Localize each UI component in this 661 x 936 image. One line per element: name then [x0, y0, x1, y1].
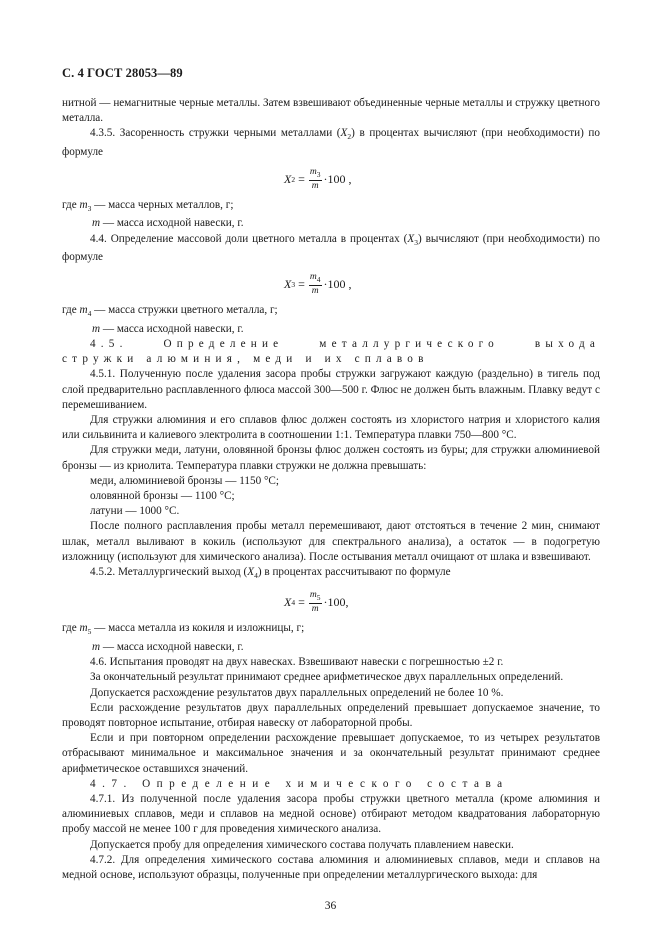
paragraph: Если расхождение результатов двух параллельных определений превышает допускаемое значение, то проводят повторное испытание, отбирая навеску от лабораторной пробы.	[62, 701, 600, 729]
paragraph: 4.7.2. Для определения химического состава алюминия и алюминиевых сплавов, меди и сплавов на медной основе, используют образцы, полученные при определении металлургического выхода: для	[62, 853, 600, 881]
paragraph: 4.6. Испытания проводят на двух навесках. Взвешивают навески с погрешностью ±2 г.	[90, 656, 504, 669]
paragraph: 4.4. Определение массовой доли цветного металла в процентах $(X_3)$ вычисляют (при необходимости) по формуле	[62, 232, 600, 264]
formula-x3: X 3 = $\frac{m_4}{m}$ ·100 ,	[284, 272, 352, 297]
paragraph: где $m_4$ — масса стружки цветного металла, г;	[62, 304, 278, 319]
paragraph: Для стружки меди, латуни, оловянной бронзы флюс должен состоять из буры; для стружки алюминиевой бронзы — из криолита. Температура плавки стружки не должна превышать:	[62, 444, 600, 472]
list-item: латуни — 1000 °С.	[90, 505, 180, 518]
paragraph: Допускается пробу для определения химического состава получать плавлением навески.	[90, 838, 514, 851]
paragraph: После полного расплавления пробы металл перемешивают, дают отстояться в течение 2 мин, снимают шлак, металл выливают в кокиль (используют для спектрального анализа), а остаток — в подогретую изложницу (используют для химического анализа). После остывания металл очищают от шлака и взвешивают.	[62, 520, 600, 563]
section-heading: 4.5. Определение металлургического выхода стружки алюминия, меди и их сплавов	[62, 337, 600, 366]
paragraph: m — масса исходной навески, г.	[92, 217, 244, 230]
body-text	[62, 96, 600, 883]
paragraph: Для стружки алюминия и его сплавов флюс должен состоять из хлористого натрия и хлористого калия или сильвинита и калиевого электролита в соотношении 1:1. Температура плавки 750—800 °С.	[62, 413, 600, 442]
paragraph: За окончательный результат принимают среднее арифметическое двух параллельных определений.	[90, 671, 564, 684]
paragraph: нитной — немагнитные черные металлы. Затем взвешивают объединенные черные металлы и стружку цветного металла.	[62, 97, 600, 125]
section-heading: 4.7. Определение химического состава	[90, 777, 509, 790]
formula-x2: X 2 = $\frac{m_3}{m}$ ·100 ,	[284, 167, 352, 191]
paragraph: m — масса исходной навески, г.	[92, 322, 244, 335]
paragraph: Допускается расхождение результатов двух параллельных определений не более 10 %.	[90, 686, 504, 699]
list-item: оловянной бронзы — 1100 °С;	[90, 490, 235, 502]
paragraph: Если и при повторном определении расхождение превышает допускаемое, то из четырех результатов отбрасывают минимальное и максимальное значения и за окончательный результат принимают среднее арифметическое оставшихся значений.	[62, 732, 600, 775]
paragraph: где $m_3$ — масса черных металлов, г;	[62, 199, 234, 214]
list-item: меди, алюминиевой бронзы — 1150 °С;	[90, 474, 280, 487]
formula-x4: X 4 = $\frac{m_5}{m}$ ·100,	[284, 590, 349, 615]
paragraph: m — масса исходной навески, г.	[92, 640, 244, 653]
paragraph: где $m_5$ — масса металла из кокиля и изложницы, г;	[62, 622, 305, 637]
paragraph: 4.5.1. Полученную после удаления засора пробы стружки загружают каждую (раздельно) в тигель под слой предварительно расплавленного флюса массой 300—500 г. Флюс не должен быть влажным. Плавку ведут с перемешиванием.	[62, 368, 600, 411]
paragraph: 4.5.2. Металлургический выход $(X_4)$ в процентах рассчитывают по формуле	[90, 566, 451, 581]
paragraph: 4.3.5. Засоренность стружки черными металлами $(X_2)$ в процентах вычисляют (при необходимости) по формуле	[62, 127, 600, 158]
paragraph: 4.7.1. Из полученной после удаления засора пробы стружки цветного металла (кроме алюминия и алюминиевых сплавов, меди и сплавов на медной основе) отбирают методом квадратования лабораторную пробу массой не менее 100 г для проведения химического анализа.	[62, 792, 600, 836]
page-number: 36	[324, 900, 337, 912]
page-header: С. 4 ГОСТ 28053—89	[62, 66, 183, 80]
